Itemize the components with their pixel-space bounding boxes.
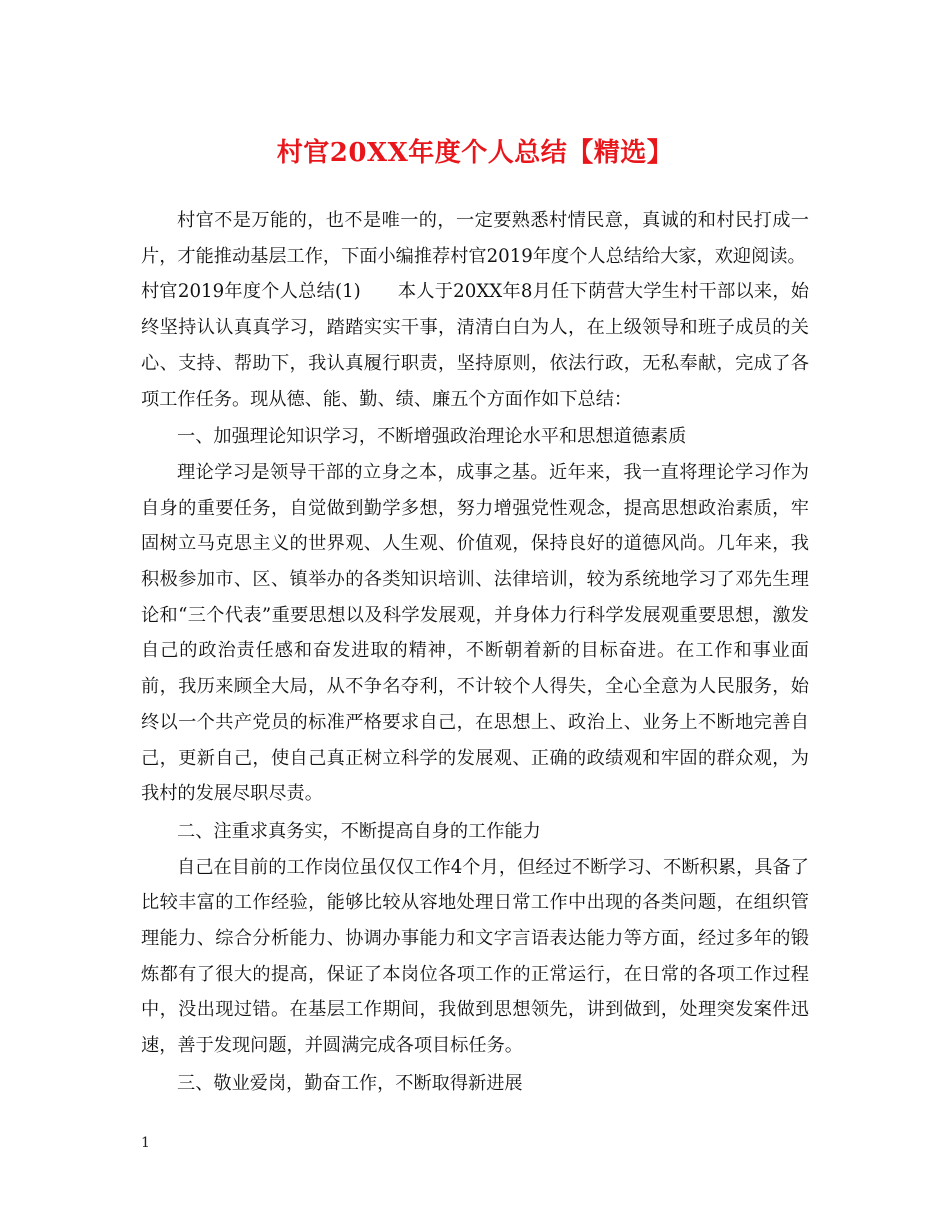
opening-paragraph: 村官2019年度个人总结(1) 本人于20XX年8月任下荫营大学生村干部以来，始终坚持认认真真学习，踏踏实实干事，清清白白为人，在上级领导和班子成员的关心、支持、帮助下，我认真履行职责，坚持原则，依法行政，无私奉献，完成了各项工作任务。现从德、能、勤、绩、廉五个方面作如下总结： — [141, 281, 809, 410]
section-heading-2: 二、注重求真务实，不断提高自身的工作能力 — [177, 820, 541, 842]
page-number: 1 — [141, 1135, 150, 1151]
section-heading-1: 一、加强理论知识学习，不断增强政治理论水平和思想道德素质 — [177, 426, 687, 448]
section-heading-3: 三、敬业爱岗，勤奋工作，不断取得新进展 — [177, 1072, 523, 1094]
document-title: 村官20XX年度个人总结【精选】 — [276, 138, 674, 168]
document-body — [141, 203, 809, 1102]
section-body-1: 理论学习是领导干部的立身之本，成事之基。近年来，我一直将理论学习作为自身的重要任务，自觉做到勤学多想，努力增强党性观念，提高思想政治素质，牢固树立马克思主义的世界观、人生观、价值观，保持良好的道德风尚。几年来，我积极参加市、区、镇举办的各类知识培训、法律培训，较为系统地学习了邓先生理论和“三个代表”重要思想以及科学发展观，并身体力行科学发展观重要思想，激发自己的政治责任感和奋发进取的精神，不断朝着新的目标奋进。在工作和事业面前，我历来顾全大局，从不争名夺利，不计较个人得失，全心全意为人民服务，始终以一个共产党员的标准严格要求自己，在思想上、政治上、业务上不断地完善自己，更新自己，使自己真正树立科学的发展观、正确的政绩观和牢固的群众观，为我村的发展尽职尽责。 — [141, 461, 809, 805]
intro-paragraph: 村官不是万能的，也不是唯一的，一定要熟悉村情民意，真诚的和村民打成一片，才能推动基层工作，下面小编推荐村官2019年度个人总结给大家，欢迎阅读。 — [141, 210, 809, 267]
section-body-2: 自己在目前的工作岗位虽仅仅工作4个月，但经过不断学习、不断积累，具备了比较丰富的工作经验，能够比较从容地处理日常工作中出现的各类问题，在组织管理能力、综合分析能力、协调办事能力和文字言语表达能力等方面，经过多年的锻炼都有了很大的提高，保证了本岗位各项工作的正常运行，在日常的各项工作过程中，没出现过错。在基层工作期间，我做到思想领先，讲到做到，处理突发案件迅速，善于发现问题，并圆满完成各项目标任务。 — [141, 856, 809, 1057]
